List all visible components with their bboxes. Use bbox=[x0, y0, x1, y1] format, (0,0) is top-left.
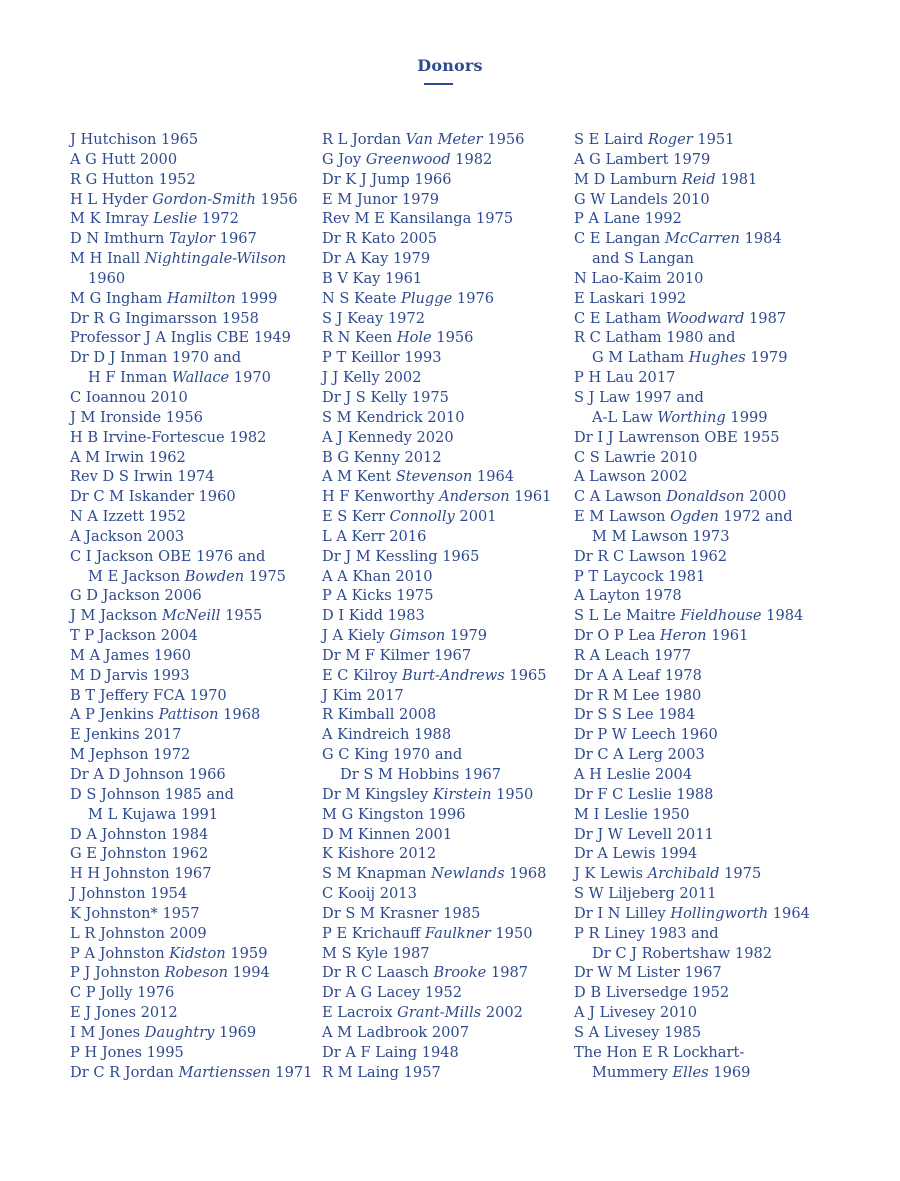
donor-entry: G D Jackson 2006 bbox=[70, 587, 202, 605]
donor-entry: E S Kerr Connolly 2001 bbox=[322, 508, 497, 526]
donor-entry: A H Leslie 2004 bbox=[574, 766, 693, 783]
donor-entry: E J Jones 2012 bbox=[70, 1004, 178, 1022]
donor-entry: A G Hutt 2000 bbox=[70, 150, 178, 168]
donor-entry: Dr C A Lerg 2003 bbox=[574, 746, 705, 764]
donor-entry: M S Kyle 1987 bbox=[322, 944, 430, 962]
donor-entry: R M Laing 1957 bbox=[322, 1063, 441, 1081]
donor-entry: S L Le Maitre Fieldhouse 1984 bbox=[574, 607, 804, 625]
maiden-name: Fieldhouse bbox=[680, 607, 762, 625]
donor-entry: M I Leslie 1950 bbox=[574, 805, 690, 823]
maiden-name: Reid bbox=[681, 170, 716, 188]
donor-entry-continuation: Dr S M Hobbins 1967 bbox=[340, 766, 502, 783]
donor-entry: R G Hutton 1952 bbox=[70, 170, 196, 188]
donor-entry: A Lawson 2002 bbox=[574, 468, 688, 486]
maiden-name: Van Meter bbox=[405, 131, 483, 148]
donor-entry: S M Kendrick 2010 bbox=[322, 408, 465, 426]
maiden-name: Kidston bbox=[169, 944, 226, 962]
donor-entry: B T Jeffery FCA 1970 bbox=[70, 686, 227, 704]
donor-entry: Dr O P Lea Heron 1961 bbox=[574, 627, 749, 645]
donor-entry: C Ioannou 2010 bbox=[70, 388, 188, 406]
maiden-name: Ogden bbox=[670, 508, 719, 526]
maiden-name: McNeill bbox=[161, 607, 221, 625]
maiden-name: Stevenson bbox=[395, 468, 473, 486]
donor-entry: E M Junor 1979 bbox=[322, 190, 440, 208]
donor-entry: H H Johnston 1967 bbox=[70, 865, 212, 883]
donor-entry-continuation: G M Latham Hughes 1979 bbox=[592, 349, 788, 367]
donor-entry: D M Kinnen 2001 bbox=[322, 825, 453, 843]
donor-entry: G E Johnston 1962 bbox=[70, 845, 209, 863]
donor-entry: P E Krichauff Faulkner 1950 bbox=[322, 924, 533, 942]
maiden-name: Archibald bbox=[647, 865, 720, 883]
donor-entry: J J Kelly 2002 bbox=[322, 369, 422, 387]
donor-entry: Dr P W Leech 1960 bbox=[574, 726, 718, 744]
donor-entry: S M Knapman Newlands 1968 bbox=[322, 865, 547, 883]
donor-entry: Dr F C Leslie 1988 bbox=[574, 785, 714, 803]
donor-entry: J A Kiely Gimson 1979 bbox=[322, 627, 488, 645]
donor-entry-continuation: M L Kujawa 1991 bbox=[88, 805, 219, 823]
donor-entry: J M Ironside 1956 bbox=[70, 408, 203, 426]
maiden-name: Gimson bbox=[389, 627, 446, 645]
maiden-name: Kirstein bbox=[432, 785, 492, 803]
donor-entry: K Johnston* 1957 bbox=[70, 904, 200, 922]
donor-entry: C S Lawrie 2010 bbox=[574, 448, 698, 466]
donor-entry: S W Liljeberg 2011 bbox=[574, 885, 717, 903]
donor-entry: S E Laird Roger 1951 bbox=[574, 131, 735, 148]
donor-entry: P T Laycock 1981 bbox=[574, 567, 706, 585]
maiden-name: Hamilton bbox=[166, 289, 236, 307]
donor-entry: R C Latham 1980 and bbox=[574, 329, 736, 347]
donor-entry: G Joy Greenwood 1982 bbox=[322, 150, 493, 168]
maiden-name: Roger bbox=[647, 131, 693, 148]
maiden-name: Connolly bbox=[389, 508, 455, 526]
title-underline bbox=[424, 83, 453, 85]
maiden-name: Pattison bbox=[158, 706, 219, 724]
donor-entry-continuation: and S Langan bbox=[592, 250, 694, 268]
donor-entry: Dr R C Laasch Brooke 1987 bbox=[322, 964, 529, 982]
donor-entry: P J Johnston Robeson 1994 bbox=[70, 964, 270, 982]
donor-entry: B G Kenny 2012 bbox=[322, 448, 442, 466]
donor-entry-continuation: Dr C J Robertshaw 1982 bbox=[592, 944, 773, 962]
donor-entry: T P Jackson 2004 bbox=[70, 627, 198, 645]
donor-entry: D N Imthurn Taylor 1967 bbox=[70, 230, 257, 248]
donor-entry: Dr R M Lee 1980 bbox=[574, 686, 702, 704]
donor-entry: Dr A F Laing 1948 bbox=[322, 1043, 459, 1061]
donor-entry: Dr A Kay 1979 bbox=[322, 250, 431, 268]
donor-entry: Dr D J Inman 1970 and bbox=[70, 349, 242, 367]
donor-entry: Dr S S Lee 1984 bbox=[574, 706, 696, 724]
donor-entry: K Kishore 2012 bbox=[322, 845, 437, 863]
maiden-name: Leslie bbox=[153, 210, 198, 228]
donor-entry: J Johnston 1954 bbox=[70, 885, 188, 903]
donor-entry: G W Landels 2010 bbox=[574, 190, 710, 208]
donor-entry: S A Livesey 1985 bbox=[574, 1023, 702, 1041]
donor-entry: P A Johnston Kidston 1959 bbox=[70, 944, 268, 962]
donor-entry: M D Jarvis 1993 bbox=[70, 666, 190, 684]
maiden-name: Bowden bbox=[184, 567, 245, 585]
donor-entry: R L Jordan Van Meter 1956 bbox=[322, 131, 525, 148]
donor-entry-continuation: A-L Law Worthing 1999 bbox=[592, 408, 768, 426]
maiden-name: McCarren bbox=[664, 230, 740, 248]
donor-entry: M K Imray Leslie 1972 bbox=[70, 210, 239, 228]
donor-column-2 bbox=[322, 130, 572, 1083]
donor-entry: N S Keate Plugge 1976 bbox=[322, 289, 495, 307]
donor-entry-continuation: M M Lawson 1973 bbox=[592, 527, 730, 545]
maiden-name: Elles bbox=[672, 1063, 709, 1081]
maiden-name: Hollingworth bbox=[670, 904, 769, 922]
maiden-name: Gordon-Smith bbox=[152, 190, 256, 208]
donor-entry: E Jenkins 2017 bbox=[70, 726, 182, 744]
donor-entry: J Kim 2017 bbox=[322, 686, 404, 704]
donor-entry: M G Kingston 1996 bbox=[322, 805, 466, 823]
donor-entry-continuation: H F Inman Wallace 1970 bbox=[88, 369, 271, 387]
maiden-name: Worthing bbox=[657, 408, 726, 426]
donor-entry: Rev D S Irwin 1974 bbox=[70, 468, 215, 486]
maiden-name: Heron bbox=[660, 627, 707, 645]
donor-entry: Dr C R Jordan Martienssen 1971 bbox=[70, 1063, 313, 1081]
donor-entry: A Kindreich 1988 bbox=[322, 726, 452, 744]
maiden-name: Brooke bbox=[433, 964, 487, 982]
maiden-name: Daughtry bbox=[144, 1023, 215, 1041]
donor-entry: A P Jenkins Pattison 1968 bbox=[70, 706, 261, 724]
donor-entry: E Laskari 1992 bbox=[574, 289, 687, 307]
maiden-name: Grant-Mills bbox=[397, 1004, 482, 1022]
donor-entry: G C King 1970 and bbox=[322, 746, 463, 764]
maiden-name: Plugge bbox=[401, 289, 453, 307]
donor-entry: Rev M E Kansilanga 1975 bbox=[322, 210, 514, 228]
donor-entry: P A Kicks 1975 bbox=[322, 587, 434, 605]
donor-entry: Dr M Kingsley Kirstein 1950 bbox=[322, 785, 534, 803]
donor-entry: The Hon E R Lockhart- bbox=[574, 1043, 745, 1061]
donor-entry: Dr A Lewis 1994 bbox=[574, 845, 698, 863]
maiden-name: Nightingale-Wilson bbox=[144, 250, 287, 268]
donor-entry: Dr J S Kelly 1975 bbox=[322, 388, 449, 406]
donor-entry: Dr K J Jump 1966 bbox=[322, 170, 452, 188]
donor-entry: Dr R G Ingimarsson 1958 bbox=[70, 309, 259, 327]
donor-entry: S J Law 1997 and bbox=[574, 388, 704, 406]
donor-entry: L A Kerr 2016 bbox=[322, 527, 427, 545]
donor-entry: R Kimball 2008 bbox=[322, 706, 437, 724]
donor-entry: H B Irvine-Fortescue 1982 bbox=[70, 428, 267, 446]
donor-entry: D B Liversedge 1952 bbox=[574, 984, 730, 1002]
donor-entry: Dr W M Lister 1967 bbox=[574, 964, 722, 982]
donor-entry: B V Kay 1961 bbox=[322, 269, 423, 287]
donor-entry: N Lao-Kaim 2010 bbox=[574, 269, 704, 287]
donor-entry: Dr A A Leaf 1978 bbox=[574, 666, 702, 684]
donor-entry: C P Jolly 1976 bbox=[70, 984, 175, 1002]
donor-entry: A Jackson 2003 bbox=[70, 527, 185, 545]
maiden-name: Burt-Andrews bbox=[401, 666, 505, 684]
donor-entry: Dr I N Lilley Hollingworth 1964 bbox=[574, 904, 810, 922]
donor-entry: Dr R Kato 2005 bbox=[322, 230, 437, 248]
donor-entry: E M Lawson Ogden 1972 and bbox=[574, 508, 793, 526]
donor-entry: C E Langan McCarren 1984 bbox=[574, 230, 782, 248]
donor-entry: S J Keay 1972 bbox=[322, 309, 425, 327]
donor-entry: N A Izzett 1952 bbox=[70, 508, 186, 526]
donor-entry: R A Leach 1977 bbox=[574, 646, 692, 664]
donor-entry: A M Kent Stevenson 1964 bbox=[322, 468, 515, 486]
page-title: Donors bbox=[417, 56, 483, 75]
donor-entry: A M Ladbrook 2007 bbox=[322, 1023, 470, 1041]
maiden-name: Anderson bbox=[439, 488, 510, 506]
donor-entry: C E Latham Woodward 1987 bbox=[574, 309, 787, 327]
donor-entry: Dr J W Levell 2011 bbox=[574, 825, 714, 843]
donor-entry: P T Keillor 1993 bbox=[322, 349, 442, 367]
donor-entry-continuation: M E Jackson Bowden 1975 bbox=[88, 567, 286, 585]
maiden-name: Taylor bbox=[169, 230, 216, 248]
donor-entry: M A James 1960 bbox=[70, 646, 192, 664]
donor-entry-continuation: Mummery Elles 1969 bbox=[592, 1063, 751, 1081]
donor-entry: M G Ingham Hamilton 1999 bbox=[70, 289, 278, 307]
donor-entry: Dr J M Kessling 1965 bbox=[322, 547, 480, 565]
donor-entry: D S Johnson 1985 and bbox=[70, 785, 234, 803]
maiden-name: Faulkner bbox=[424, 924, 491, 942]
donor-entry: E C Kilroy Burt-Andrews 1965 bbox=[322, 666, 547, 684]
donor-entry: Dr I J Lawrenson OBE 1955 bbox=[574, 428, 780, 446]
donor-entry: C A Lawson Donaldson 2000 bbox=[574, 488, 787, 506]
donor-entry: J K Lewis Archibald 1975 bbox=[574, 865, 762, 883]
maiden-name: Woodward bbox=[665, 309, 745, 327]
donor-entry: Dr C M Iskander 1960 bbox=[70, 488, 236, 506]
maiden-name: Hole bbox=[396, 329, 432, 347]
donor-entry: Professor J A Inglis CBE 1949 bbox=[70, 329, 291, 347]
donor-entry: A J Livesey 2010 bbox=[574, 1004, 698, 1022]
donor-entry: H L Hyder Gordon-Smith 1956 bbox=[70, 190, 298, 208]
donor-entry: M Jephson 1972 bbox=[70, 746, 191, 764]
maiden-name: Wallace bbox=[171, 369, 230, 387]
donor-entry: A G Lambert 1979 bbox=[574, 150, 711, 168]
donor-entry: P A Lane 1992 bbox=[574, 210, 682, 228]
donor-entry: I M Jones Daughtry 1969 bbox=[70, 1023, 257, 1041]
maiden-name: Greenwood bbox=[365, 150, 451, 168]
donor-entry: Dr A G Lacey 1952 bbox=[322, 984, 463, 1002]
donor-entry: D I Kidd 1983 bbox=[322, 607, 425, 625]
donor-entry: J M Jackson McNeill 1955 bbox=[70, 607, 263, 625]
donor-entry: Dr R C Lawson 1962 bbox=[574, 547, 728, 565]
donor-entry: L R Johnston 2009 bbox=[70, 924, 207, 942]
donor-entry-continuation: 1960 bbox=[88, 269, 126, 287]
donor-entry: P H Jones 1995 bbox=[70, 1043, 184, 1061]
donor-entry: Dr A D Johnson 1966 bbox=[70, 766, 226, 783]
donor-column-1 bbox=[70, 130, 320, 1083]
maiden-name: Robeson bbox=[164, 964, 228, 982]
donor-entry: A J Kennedy 2020 bbox=[322, 428, 454, 446]
maiden-name: Hughes bbox=[688, 349, 746, 367]
maiden-name: Martienssen bbox=[178, 1063, 271, 1081]
maiden-name: Donaldson bbox=[666, 488, 745, 506]
donor-entry: D A Johnston 1984 bbox=[70, 825, 209, 843]
donor-entry: J Hutchison 1965 bbox=[70, 131, 199, 148]
donor-entry: M H Inall Nightingale-Wilson bbox=[70, 250, 287, 268]
donor-entry: M D Lamburn Reid 1981 bbox=[574, 170, 758, 188]
donor-column-3 bbox=[574, 130, 824, 1083]
donor-entry: P R Liney 1983 and bbox=[574, 924, 719, 942]
donor-entry: A A Khan 2010 bbox=[322, 567, 433, 585]
donor-entry: E Lacroix Grant-Mills 2002 bbox=[322, 1004, 523, 1022]
donor-entry: C Kooij 2013 bbox=[322, 885, 417, 903]
donor-entry: Dr S M Krasner 1985 bbox=[322, 904, 481, 922]
maiden-name: Newlands bbox=[431, 865, 505, 883]
donor-entry: C I Jackson OBE 1976 and bbox=[70, 547, 266, 565]
donor-entry: Dr M F Kilmer 1967 bbox=[322, 646, 472, 664]
donor-entry: P H Lau 2017 bbox=[574, 369, 676, 387]
donor-entry: H F Kenworthy Anderson 1961 bbox=[322, 488, 552, 506]
donor-entry: A Layton 1978 bbox=[574, 587, 682, 605]
donor-entry: R N Keen Hole 1956 bbox=[322, 329, 474, 347]
donor-entry: A M Irwin 1962 bbox=[70, 448, 186, 466]
